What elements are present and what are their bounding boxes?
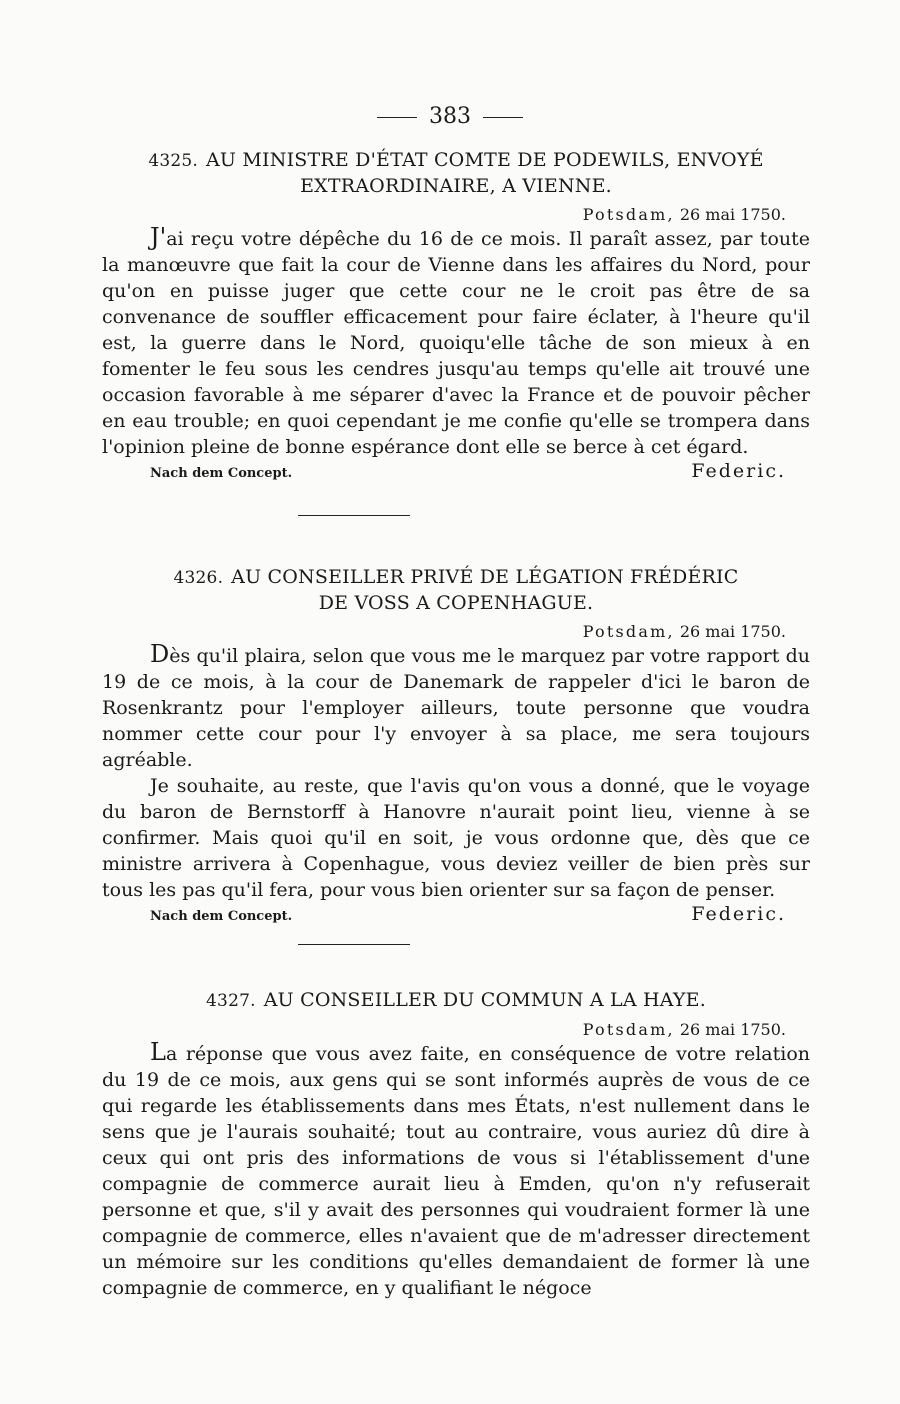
source-note: Nach dem Concept. bbox=[150, 909, 293, 924]
signature-row bbox=[102, 460, 810, 490]
signature: Federic. bbox=[691, 903, 786, 925]
section-divider bbox=[298, 515, 410, 516]
letter-4327 bbox=[102, 988, 810, 1301]
signature: Federic. bbox=[691, 460, 786, 482]
source-note: Nach dem Concept. bbox=[150, 466, 293, 481]
letter-body bbox=[102, 224, 810, 460]
letter-4326 bbox=[102, 565, 810, 933]
letter-heading bbox=[102, 565, 810, 616]
letter-number: 4325. bbox=[148, 151, 199, 171]
letter-heading bbox=[102, 988, 810, 1014]
dateline-date: 26 mai 1750. bbox=[679, 1020, 786, 1039]
page-number-text: 383 bbox=[429, 104, 471, 129]
dateline bbox=[102, 1020, 786, 1039]
page-number-dash-left bbox=[377, 117, 417, 118]
dateline-place: Potsdam, bbox=[582, 622, 675, 641]
section-divider bbox=[298, 944, 410, 945]
letter-body bbox=[102, 1039, 810, 1301]
paragraph: Dès qu'il plaira, selon que vous me le marquez par votre rapport du 19 de ce mois, à la cour de Danemark de rappeler d'ici le baron de Rosenkrantz pour l'employer ailleurs, toute personne que voudra nommer cette cour pour l'y envoyer à sa place, me sera toujours agréable. bbox=[102, 640, 810, 771]
heading-line-1: AU MINISTRE D'ÉTAT COMTE DE PODEWILS, ENVOYÉ bbox=[206, 149, 764, 171]
paragraph: La réponse que vous avez faite, en conséquence de votre relation du 19 de ce mois, aux gens qui se sont informés auprès de vous de ce qui regarde les établissements dans mes États, n'est nullement dans le sens que je l'aurais souhaité; tout au contraire, vous auriez dû dire à ceux qui ont pris des informations de vous si l'établissement d'une compagnie de commerce aurait lieu à Emden, qu'on n'y refuserait personne et que, s'il y avait des personnes qui voudraient former là une compagnie de commerce, elles n'avaient que de m'adresser directement un mémoire sur les conditions qu'elles demandaient de former là une compagnie de commerce, en y qualifiant le négoce bbox=[102, 1038, 810, 1299]
paragraph: J'ai reçu votre dépêche du 16 de ce mois. Il paraît assez, par toute la manœuvre que fait la cour de Vienne dans les affaires du Nord, pour qu'on en puisse juger que cette cour ne le croit pas être de sa convenance de souffler efficacement pour faire éclater, à l'heure qu'il est, la guerre dans le Nord, quoiqu'elle tâche de son mieux à en fomenter le feu sous les cendres jusqu'au temps qu'elle ait trouvé une occasion favorable à me séparer d'avec la France et de pouvoir pêcher en eau trouble; en quoi cependant je me confie qu'elle se trompera dans l'opinion pleine de bonne espérance dont elle se berce à cet égard. bbox=[102, 223, 810, 458]
letter-heading bbox=[102, 148, 810, 199]
letter-4325 bbox=[102, 148, 810, 490]
heading-line-1: AU CONSEILLER DU COMMUN A LA HAYE. bbox=[263, 989, 706, 1011]
dateline-date: 26 mai 1750. bbox=[679, 205, 786, 224]
letter-body bbox=[102, 641, 810, 903]
letter-number: 4326. bbox=[173, 568, 224, 588]
dateline bbox=[102, 622, 786, 641]
letter-number: 4327. bbox=[206, 991, 256, 1011]
dateline bbox=[102, 205, 786, 224]
dateline-date: 26 mai 1750. bbox=[679, 622, 786, 641]
heading-line-2: EXTRAORDINAIRE, A VIENNE. bbox=[300, 175, 612, 197]
heading-line-1: AU CONSEILLER PRIVÉ DE LÉGATION FRÉDÉRIC bbox=[231, 566, 739, 588]
page-number-dash-right bbox=[483, 117, 523, 118]
signature-row bbox=[102, 903, 810, 933]
paragraph: Je souhaite, au reste, que l'avis qu'on vous a donné, que le voyage du baron de Bernstorff à Hanovre n'aurait point lieu, vienne à se confirmer. Mais quoi qu'il en soit, je vous ordonne que, dès que ce ministre arrivera à Copenhague, vous deviez veiller de bien près sur tous les pas qu'il fera, pour vous bien orienter sur sa façon de penser. bbox=[102, 775, 810, 901]
dateline-place: Potsdam, bbox=[582, 1020, 675, 1039]
page-number bbox=[0, 104, 900, 129]
dateline-place: Potsdam, bbox=[582, 205, 675, 224]
heading-line-2: DE VOSS A COPENHAGUE. bbox=[318, 592, 594, 614]
